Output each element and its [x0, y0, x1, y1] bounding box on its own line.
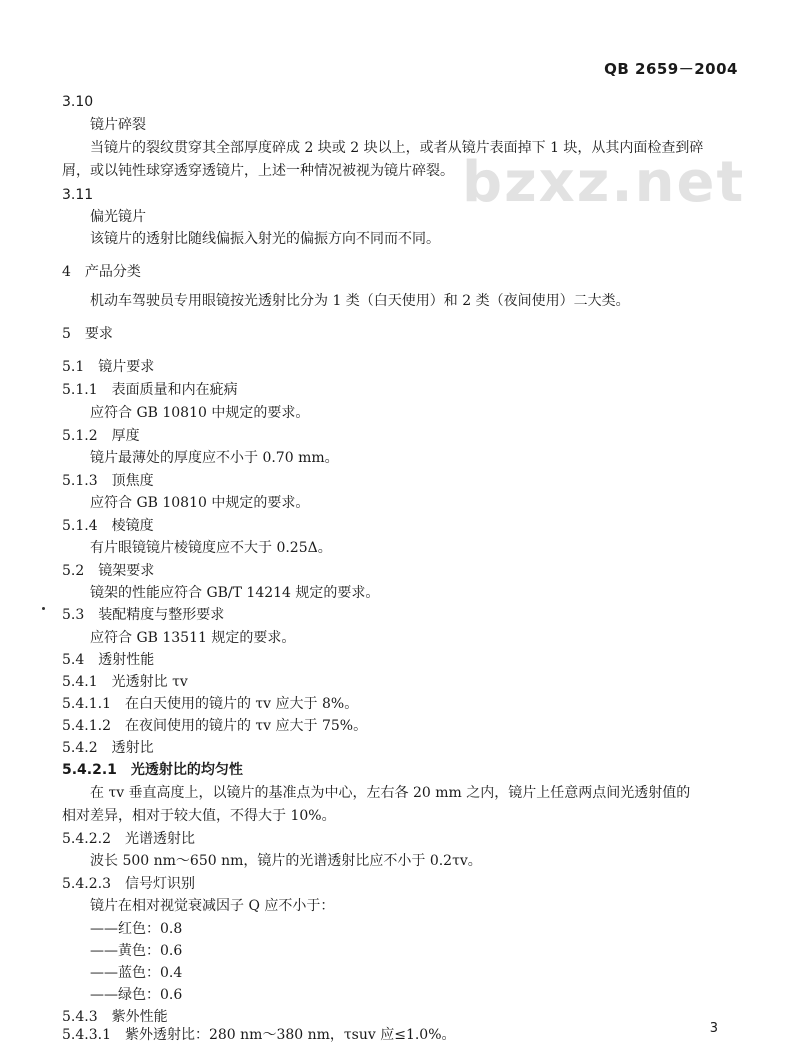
text-line: ——蓝色：0.4: [90, 965, 183, 981]
text-line: 5.4.1 光透射比 τv: [62, 674, 188, 690]
text-line: 该镜片的透射比随线偏振入射光的偏振方向不同而不同。: [90, 231, 440, 247]
text-line: 当镜片的裂纹贯穿其全部厚度碎成 2 块或 2 块以上，或者从镜片表面掉下 1 块，从其内面检查到碎: [90, 140, 704, 156]
text-line: 4 产品分类: [62, 264, 141, 280]
text-line: 5.1.3 顶焦度: [62, 473, 154, 489]
text-line: 5.1.1 表面质量和内在疵病: [62, 382, 238, 398]
text-line: 5.4.2 透射比: [62, 740, 154, 756]
text-line: 波长 500 nm～650 nm，镜片的光谱透射比应不小于 0.2τv。: [90, 853, 482, 869]
text-line: 5.2 镜架要求: [62, 563, 155, 579]
text-line: 5.1.4 棱镜度: [62, 518, 154, 534]
text-line: 镜片碎裂: [90, 117, 146, 133]
page-header: QB 2659－2004: [604, 60, 738, 78]
scan-speck: [42, 607, 45, 610]
text-line: 5.4.2.1 光透射比的均匀性: [62, 762, 243, 778]
text-line: 屑，或以钝性球穿透穿透镜片，上述一种情况被视为镜片碎裂。: [62, 163, 454, 179]
text-line: 机动车驾驶员专用眼镜按光透射比分为 1 类（白天使用）和 2 类（夜间使用）二大类。: [90, 293, 630, 309]
text-line: 相对差异，相对于较大值，不得大于 10%。: [62, 808, 336, 824]
text-line: 5.4.2.2 光谱透射比: [62, 831, 195, 847]
text-line: 5 要求: [62, 326, 113, 342]
text-line: 5.4.2.3 信号灯识别: [62, 876, 195, 892]
text-line: 5.4.1.2 在夜间使用的镜片的 τv 应大于 75%。: [62, 718, 368, 734]
text-line: 5.1.2 厚度: [62, 428, 140, 444]
text-line: ——黄色：0.6: [90, 943, 183, 959]
text-line: 3.11: [62, 187, 94, 203]
text-line: 5.4 透射性能: [62, 652, 155, 668]
text-line: 镜片最薄处的厚度应不小于 0.70 mm。: [90, 450, 339, 466]
text-line: 5.4.1.1 在白天使用的镜片的 τv 应大于 8%。: [62, 696, 359, 712]
text-line: 5.3 装配精度与整形要求: [62, 607, 225, 623]
text-line: 有片眼镜镜片棱镜度应不大于 0.25Δ。: [90, 540, 332, 556]
text-line: 5.1 镜片要求: [62, 359, 155, 375]
text-line: 在 τv 垂直高度上，以镜片的基准点为中心，左右各 20 mm 之内，镜片上任意两点间光透射值的: [90, 785, 691, 801]
text-line: 5.4.3.1 紫外透射比：280 nm～380 nm，τsuv 应≤1.0%。: [62, 1027, 456, 1043]
text-line: ——绿色：0.6: [90, 987, 183, 1003]
text-line: 应符合 GB 10810 中规定的要求。: [90, 495, 310, 511]
page-number: 3: [709, 1021, 718, 1036]
text-line: 镜片在相对视觉衰减因子 Q 应不小于：: [90, 898, 335, 914]
text-line: 偏光镜片: [90, 209, 146, 225]
text-line: 3.10: [62, 94, 94, 110]
text-line: 5.4.3 紫外性能: [62, 1009, 168, 1025]
text-line: 镜架的性能应符合 GB/T 14214 规定的要求。: [90, 585, 380, 601]
text-line: 应符合 GB 10810 中规定的要求。: [90, 405, 310, 421]
text-line: 应符合 GB 13511 规定的要求。: [90, 630, 296, 646]
watermark: bzxz.net: [462, 150, 746, 215]
text-line: ——红色：0.8: [90, 921, 183, 937]
